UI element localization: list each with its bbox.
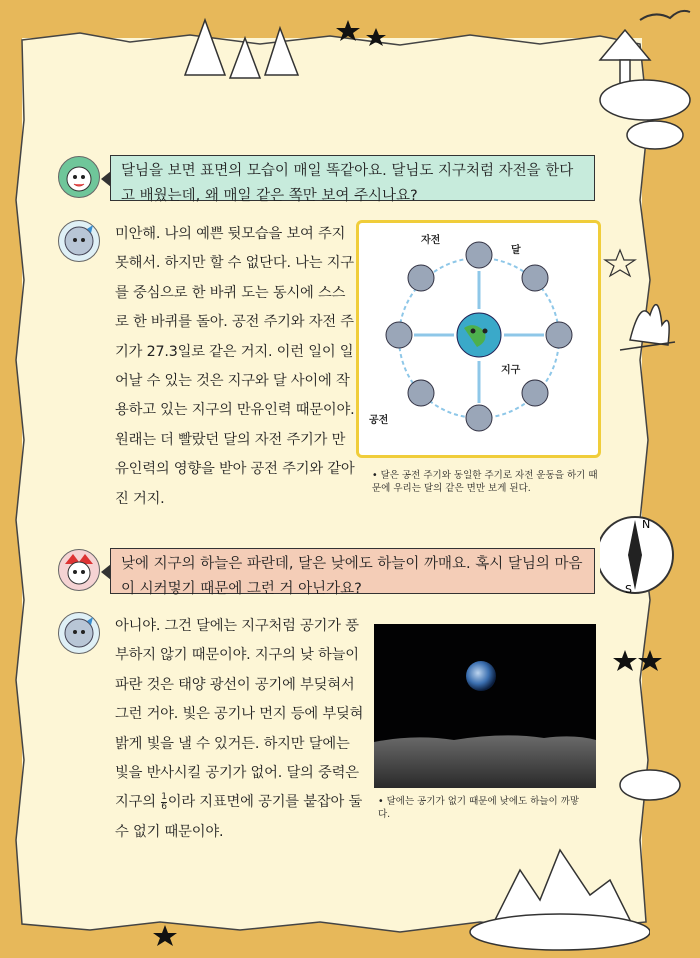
cloud-icon [627,121,683,149]
answer2-part2: 이라 지표면에 공기를 붙잡아 둘 수 없기 때문이야. [115,794,363,840]
answer1-text: 미안해. 나의 예쁜 뒷모습을 보여 주지 못해서. 하지만 할 수 없단다. 나는 지구를 중심으로 한 바퀴 도는 동시에 스스로 한 바퀴를 돌아. 공전 주기와 자전 주기가 27.3일로 같은 거지. 이런 일이 일어날 수 있는 것은 지구와 달 사이에 작용하고 있는 지구의 만유인력 때문이야. 원래는 더 빨랐던 달의 자전 주기가 만유인력의 영향을 받아 공전 주기와 같아진 거지. [115,226,355,507]
boy-face-icon [59,157,99,197]
moon-avatar [58,220,100,262]
diagram-caption: • 달은 공전 주기와 동일한 주기로 자전 운동을 하기 때문에 우리는 달의 같은 면만 보게 된다. [372,470,598,494]
moon-avatar [58,612,100,654]
campfire-icon [620,305,675,350]
question1-text: 달님을 보면 표면의 모습이 매일 똑같아요. 달님도 지구처럼 자전을 한다고 배웠는데, 왜 매일 같은 쪽만 보여 주시나요? [121,163,574,204]
question2-box [110,548,595,597]
svg-text:N: N [642,518,651,531]
mountain-island-icon [470,850,650,950]
girl-avatar [58,549,100,591]
label-earth: 지구 [501,365,521,376]
question1-box [110,155,595,204]
cloud-icon [620,770,680,800]
answer2-text [115,612,365,847]
crescent-moon-icon [110,880,155,943]
earthrise-photo [374,624,596,788]
earth-in-photo [466,661,496,691]
star-icon [613,650,662,671]
compass-icon [600,517,673,596]
earth-icon [457,313,501,357]
crescent-moon-icon [637,685,680,743]
girl-face-icon [59,550,99,590]
earthrise-image [374,624,596,788]
answer2-part1: 아니야. 그건 달에는 지구처럼 공기가 풍부하지 않기 때문이야. 지구의 낮 하늘이 파란 것은 태양 광선이 공기에 부딪혀서 그런 거야. 빛은 공기나 먼지 등에 부딪혀 밝게 빛을 낼 수 있거든. 하지만 달에는 빛을 반사시킬 공기가 없어. 달의 중력은 지구의 [115,618,364,811]
moon-face-icon [59,221,99,261]
lunar-surface [374,735,596,788]
svg-text:S: S [625,583,632,596]
photo-caption: • 달에는 공기가 없기 때문에 낮에도 하늘이 까맣다. [378,796,580,820]
star-outline-icon [605,250,635,276]
tree-icon [600,30,690,120]
fraction-numerator: 1 [161,791,167,802]
fraction-denominator: 6 [161,801,167,812]
label-moon: 달 [511,245,521,256]
bird-icon [640,11,690,20]
question2-text: 낮에 지구의 하늘은 파란데, 달은 낮에도 하늘이 까매요. 혹시 달님의 마음이 시커멓기 때문에 그런 거 아닌가요? [121,556,583,597]
tent-icon [185,20,298,78]
star-icon [336,20,386,46]
doodle-decor-right [600,110,700,910]
moon-face-icon [59,613,99,653]
fraction-one-sixth [161,793,167,812]
crescent-moon-icon [436,30,480,84]
label-revolution: 공전 [369,415,389,426]
star-icon [153,925,177,946]
moon-orbit-diagram [356,220,601,458]
boy-avatar [58,156,100,198]
orbit-illustration [359,223,598,455]
label-rotation: 자전 [421,235,441,246]
